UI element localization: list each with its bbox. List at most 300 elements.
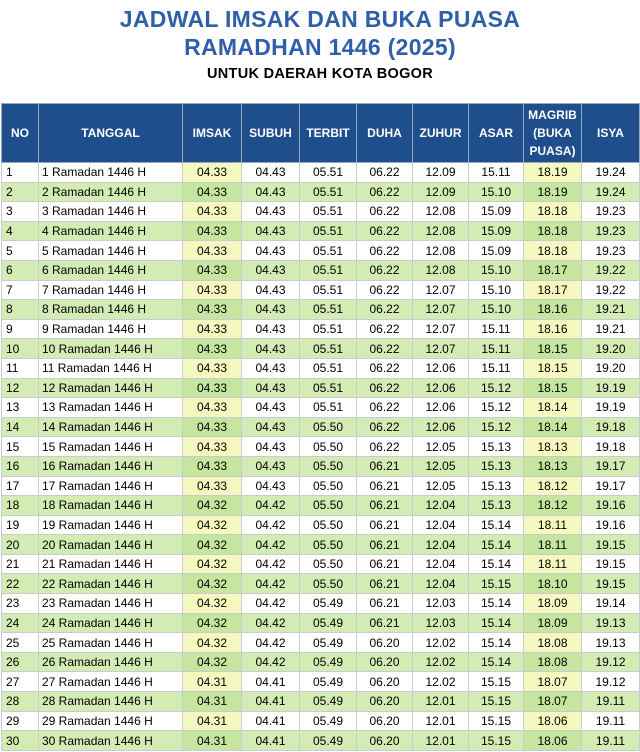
- cell-no: 24: [2, 613, 39, 633]
- cell-duha: 06.20: [357, 633, 413, 653]
- cell-isya: 19.12: [582, 652, 640, 672]
- cell-terbit: 05.49: [300, 594, 357, 614]
- cell-asar: 15.15: [469, 692, 524, 712]
- cell-subuh: 04.43: [242, 280, 300, 300]
- cell-isya: 19.21: [582, 319, 640, 339]
- col-header-zuhur: ZUHUR: [413, 104, 469, 163]
- table-row: [2, 535, 640, 555]
- cell-imsak: 04.33: [183, 280, 242, 300]
- table-row: [2, 613, 640, 633]
- cell-duha: 06.22: [357, 437, 413, 457]
- cell-no: 29: [2, 711, 39, 731]
- cell-tanggal: 17 Ramadan 1446 H: [39, 476, 183, 496]
- cell-isya: 19.21: [582, 300, 640, 320]
- cell-subuh: 04.43: [242, 417, 300, 437]
- table-row: [2, 456, 640, 476]
- table-row: [2, 554, 640, 574]
- cell-magrib: 18.10: [524, 574, 582, 594]
- col-header-terbit: TERBIT: [300, 104, 357, 163]
- cell-tanggal: 6 Ramadan 1446 H: [39, 260, 183, 280]
- cell-terbit: 05.49: [300, 731, 357, 751]
- cell-imsak: 04.32: [183, 652, 242, 672]
- cell-no: 22: [2, 574, 39, 594]
- cell-subuh: 04.43: [242, 260, 300, 280]
- cell-tanggal: 7 Ramadan 1446 H: [39, 280, 183, 300]
- cell-zuhur: 12.02: [413, 652, 469, 672]
- cell-zuhur: 12.02: [413, 633, 469, 653]
- cell-duha: 06.21: [357, 574, 413, 594]
- cell-tanggal: 10 Ramadan 1446 H: [39, 339, 183, 359]
- cell-duha: 06.22: [357, 260, 413, 280]
- cell-no: 30: [2, 731, 39, 751]
- cell-magrib: 18.19: [524, 182, 582, 202]
- cell-no: 7: [2, 280, 39, 300]
- page-title-year: RAMADHAN 1446 (2025): [184, 34, 456, 60]
- cell-terbit: 05.51: [300, 202, 357, 222]
- col-header-magrib: MAGRIB (BUKA PUASA): [524, 104, 582, 163]
- cell-no: 11: [2, 358, 39, 378]
- cell-isya: 19.11: [582, 711, 640, 731]
- cell-tanggal: 18 Ramadan 1446 H: [39, 496, 183, 516]
- table-row: [2, 515, 640, 535]
- cell-no: 25: [2, 633, 39, 653]
- cell-duha: 06.21: [357, 476, 413, 496]
- cell-asar: 15.12: [469, 398, 524, 418]
- cell-isya: 19.18: [582, 417, 640, 437]
- cell-magrib: 18.17: [524, 260, 582, 280]
- cell-zuhur: 12.01: [413, 711, 469, 731]
- cell-tanggal: 15 Ramadan 1446 H: [39, 437, 183, 457]
- cell-imsak: 04.33: [183, 358, 242, 378]
- cell-zuhur: 12.07: [413, 339, 469, 359]
- cell-duha: 06.20: [357, 711, 413, 731]
- cell-zuhur: 12.06: [413, 398, 469, 418]
- cell-zuhur: 12.05: [413, 476, 469, 496]
- cell-asar: 15.11: [469, 358, 524, 378]
- cell-subuh: 04.43: [242, 241, 300, 261]
- cell-no: 5: [2, 241, 39, 261]
- cell-asar: 15.15: [469, 574, 524, 594]
- cell-asar: 15.12: [469, 378, 524, 398]
- schedule-header: [0, 0, 640, 84]
- table-row: [2, 437, 640, 457]
- cell-asar: 15.13: [469, 437, 524, 457]
- cell-zuhur: 12.08: [413, 221, 469, 241]
- cell-duha: 06.21: [357, 456, 413, 476]
- cell-terbit: 05.51: [300, 319, 357, 339]
- cell-isya: 19.19: [582, 378, 640, 398]
- cell-no: 1: [2, 163, 39, 183]
- cell-asar: 15.10: [469, 182, 524, 202]
- cell-imsak: 04.33: [183, 476, 242, 496]
- cell-asar: 15.09: [469, 202, 524, 222]
- cell-asar: 15.11: [469, 163, 524, 183]
- cell-asar: 15.09: [469, 221, 524, 241]
- cell-subuh: 04.43: [242, 221, 300, 241]
- cell-magrib: 18.16: [524, 300, 582, 320]
- cell-tanggal: 29 Ramadan 1446 H: [39, 711, 183, 731]
- cell-isya: 19.22: [582, 280, 640, 300]
- cell-duha: 06.20: [357, 672, 413, 692]
- table-row: [2, 711, 640, 731]
- cell-terbit: 05.51: [300, 378, 357, 398]
- table-row: [2, 594, 640, 614]
- cell-isya: 19.20: [582, 358, 640, 378]
- cell-no: 26: [2, 652, 39, 672]
- cell-asar: 15.13: [469, 496, 524, 516]
- cell-asar: 15.10: [469, 260, 524, 280]
- cell-zuhur: 12.09: [413, 163, 469, 183]
- cell-imsak: 04.31: [183, 692, 242, 712]
- cell-magrib: 18.11: [524, 515, 582, 535]
- cell-imsak: 04.33: [183, 437, 242, 457]
- schedule-table: [1, 103, 640, 751]
- cell-asar: 15.14: [469, 535, 524, 555]
- table-row: [2, 300, 640, 320]
- table-row: [2, 633, 640, 653]
- cell-zuhur: 12.05: [413, 456, 469, 476]
- cell-terbit: 05.51: [300, 339, 357, 359]
- cell-zuhur: 12.01: [413, 731, 469, 751]
- cell-zuhur: 12.07: [413, 280, 469, 300]
- cell-no: 21: [2, 554, 39, 574]
- cell-terbit: 05.51: [300, 280, 357, 300]
- cell-no: 19: [2, 515, 39, 535]
- cell-isya: 19.16: [582, 515, 640, 535]
- cell-subuh: 04.43: [242, 202, 300, 222]
- cell-duha: 06.22: [357, 417, 413, 437]
- cell-asar: 15.15: [469, 731, 524, 751]
- cell-magrib: 18.11: [524, 554, 582, 574]
- cell-imsak: 04.33: [183, 221, 242, 241]
- cell-no: 13: [2, 398, 39, 418]
- table-header-row: [2, 104, 640, 163]
- cell-isya: 19.15: [582, 554, 640, 574]
- cell-isya: 19.11: [582, 731, 640, 751]
- cell-no: 12: [2, 378, 39, 398]
- cell-subuh: 04.43: [242, 358, 300, 378]
- cell-isya: 19.11: [582, 692, 640, 712]
- cell-isya: 19.14: [582, 594, 640, 614]
- table-body: [2, 163, 640, 751]
- col-header-subuh: SUBUH: [242, 104, 300, 163]
- table-row: [2, 182, 640, 202]
- cell-asar: 15.13: [469, 456, 524, 476]
- cell-zuhur: 12.03: [413, 594, 469, 614]
- cell-zuhur: 12.08: [413, 260, 469, 280]
- cell-tanggal: 25 Ramadan 1446 H: [39, 633, 183, 653]
- table-row: [2, 378, 640, 398]
- cell-no: 27: [2, 672, 39, 692]
- cell-isya: 19.16: [582, 496, 640, 516]
- cell-duha: 06.22: [357, 378, 413, 398]
- cell-tanggal: 23 Ramadan 1446 H: [39, 594, 183, 614]
- cell-imsak: 04.31: [183, 672, 242, 692]
- cell-no: 3: [2, 202, 39, 222]
- table-row: [2, 358, 640, 378]
- cell-tanggal: 20 Ramadan 1446 H: [39, 535, 183, 555]
- cell-terbit: 05.51: [300, 260, 357, 280]
- col-header-duha: DUHA: [357, 104, 413, 163]
- cell-magrib: 18.15: [524, 378, 582, 398]
- cell-zuhur: 12.07: [413, 319, 469, 339]
- cell-subuh: 04.42: [242, 574, 300, 594]
- cell-tanggal: 19 Ramadan 1446 H: [39, 515, 183, 535]
- cell-magrib: 18.18: [524, 241, 582, 261]
- table-row: [2, 652, 640, 672]
- cell-terbit: 05.51: [300, 163, 357, 183]
- table-row: [2, 241, 640, 261]
- cell-tanggal: 26 Ramadan 1446 H: [39, 652, 183, 672]
- table-row: [2, 260, 640, 280]
- cell-no: 2: [2, 182, 39, 202]
- cell-tanggal: 24 Ramadan 1446 H: [39, 613, 183, 633]
- cell-magrib: 18.18: [524, 202, 582, 222]
- table-row: [2, 692, 640, 712]
- cell-asar: 15.15: [469, 711, 524, 731]
- cell-asar: 15.14: [469, 554, 524, 574]
- cell-tanggal: 21 Ramadan 1446 H: [39, 554, 183, 574]
- cell-isya: 19.22: [582, 260, 640, 280]
- cell-imsak: 04.32: [183, 613, 242, 633]
- cell-duha: 06.21: [357, 613, 413, 633]
- cell-duha: 06.22: [357, 398, 413, 418]
- cell-subuh: 04.43: [242, 456, 300, 476]
- cell-duha: 06.21: [357, 594, 413, 614]
- cell-zuhur: 12.04: [413, 554, 469, 574]
- table-row: [2, 319, 640, 339]
- cell-imsak: 04.33: [183, 182, 242, 202]
- page-title: JADWAL IMSAK DAN BUKA PUASA: [119, 6, 521, 32]
- cell-terbit: 05.49: [300, 613, 357, 633]
- cell-tanggal: 27 Ramadan 1446 H: [39, 672, 183, 692]
- cell-imsak: 04.33: [183, 163, 242, 183]
- cell-zuhur: 12.02: [413, 672, 469, 692]
- cell-isya: 19.20: [582, 339, 640, 359]
- cell-isya: 19.17: [582, 476, 640, 496]
- cell-no: 28: [2, 692, 39, 712]
- cell-duha: 06.20: [357, 652, 413, 672]
- table-row: [2, 496, 640, 516]
- cell-terbit: 05.50: [300, 515, 357, 535]
- cell-magrib: 18.08: [524, 633, 582, 653]
- cell-duha: 06.21: [357, 535, 413, 555]
- cell-terbit: 05.49: [300, 652, 357, 672]
- cell-isya: 19.24: [582, 182, 640, 202]
- cell-imsak: 04.32: [183, 515, 242, 535]
- cell-tanggal: 22 Ramadan 1446 H: [39, 574, 183, 594]
- cell-magrib: 18.18: [524, 221, 582, 241]
- cell-subuh: 04.43: [242, 398, 300, 418]
- cell-duha: 06.20: [357, 731, 413, 751]
- cell-subuh: 04.42: [242, 496, 300, 516]
- cell-asar: 15.15: [469, 672, 524, 692]
- cell-magrib: 18.06: [524, 731, 582, 751]
- cell-zuhur: 12.04: [413, 574, 469, 594]
- cell-imsak: 04.33: [183, 398, 242, 418]
- cell-isya: 19.13: [582, 613, 640, 633]
- cell-no: 4: [2, 221, 39, 241]
- table-row: [2, 398, 640, 418]
- cell-tanggal: 2 Ramadan 1446 H: [39, 182, 183, 202]
- cell-magrib: 18.17: [524, 280, 582, 300]
- cell-asar: 15.11: [469, 319, 524, 339]
- table-row: [2, 574, 640, 594]
- cell-imsak: 04.33: [183, 417, 242, 437]
- cell-tanggal: 3 Ramadan 1446 H: [39, 202, 183, 222]
- cell-subuh: 04.43: [242, 339, 300, 359]
- cell-subuh: 04.43: [242, 182, 300, 202]
- cell-imsak: 04.33: [183, 202, 242, 222]
- cell-terbit: 05.51: [300, 241, 357, 261]
- cell-zuhur: 12.06: [413, 378, 469, 398]
- cell-asar: 15.14: [469, 652, 524, 672]
- col-header-asar: ASAR: [469, 104, 524, 163]
- cell-imsak: 04.32: [183, 554, 242, 574]
- cell-no: 16: [2, 456, 39, 476]
- cell-tanggal: 1 Ramadan 1446 H: [39, 163, 183, 183]
- cell-isya: 19.19: [582, 398, 640, 418]
- cell-tanggal: 14 Ramadan 1446 H: [39, 417, 183, 437]
- cell-isya: 19.24: [582, 163, 640, 183]
- cell-magrib: 18.06: [524, 711, 582, 731]
- table-row: [2, 417, 640, 437]
- cell-subuh: 04.42: [242, 554, 300, 574]
- cell-tanggal: 12 Ramadan 1446 H: [39, 378, 183, 398]
- cell-magrib: 18.07: [524, 672, 582, 692]
- cell-imsak: 04.31: [183, 711, 242, 731]
- cell-isya: 19.23: [582, 221, 640, 241]
- cell-subuh: 04.42: [242, 515, 300, 535]
- cell-tanggal: 4 Ramadan 1446 H: [39, 221, 183, 241]
- cell-duha: 06.22: [357, 241, 413, 261]
- cell-duha: 06.21: [357, 554, 413, 574]
- cell-subuh: 04.41: [242, 731, 300, 751]
- cell-tanggal: 30 Ramadan 1446 H: [39, 731, 183, 751]
- cell-asar: 15.10: [469, 280, 524, 300]
- cell-no: 23: [2, 594, 39, 614]
- table-row: [2, 731, 640, 751]
- cell-asar: 15.11: [469, 339, 524, 359]
- cell-asar: 15.12: [469, 417, 524, 437]
- cell-imsak: 04.32: [183, 574, 242, 594]
- cell-terbit: 05.50: [300, 456, 357, 476]
- cell-asar: 15.10: [469, 300, 524, 320]
- cell-zuhur: 12.06: [413, 358, 469, 378]
- table-row: [2, 163, 640, 183]
- cell-zuhur: 12.06: [413, 417, 469, 437]
- cell-subuh: 04.41: [242, 711, 300, 731]
- cell-no: 6: [2, 260, 39, 280]
- cell-subuh: 04.43: [242, 378, 300, 398]
- cell-no: 14: [2, 417, 39, 437]
- cell-magrib: 18.11: [524, 535, 582, 555]
- cell-imsak: 04.32: [183, 633, 242, 653]
- cell-zuhur: 12.09: [413, 182, 469, 202]
- cell-isya: 19.23: [582, 241, 640, 261]
- cell-duha: 06.22: [357, 300, 413, 320]
- cell-terbit: 05.49: [300, 692, 357, 712]
- cell-imsak: 04.33: [183, 241, 242, 261]
- cell-no: 18: [2, 496, 39, 516]
- cell-imsak: 04.31: [183, 731, 242, 751]
- col-header-isya: ISYA: [582, 104, 640, 163]
- cell-imsak: 04.32: [183, 594, 242, 614]
- cell-imsak: 04.33: [183, 378, 242, 398]
- cell-asar: 15.13: [469, 476, 524, 496]
- cell-imsak: 04.33: [183, 319, 242, 339]
- cell-terbit: 05.50: [300, 476, 357, 496]
- cell-imsak: 04.32: [183, 535, 242, 555]
- cell-zuhur: 12.01: [413, 692, 469, 712]
- cell-subuh: 04.42: [242, 652, 300, 672]
- table-row: [2, 280, 640, 300]
- cell-terbit: 05.51: [300, 358, 357, 378]
- cell-magrib: 18.12: [524, 476, 582, 496]
- cell-imsak: 04.32: [183, 496, 242, 516]
- cell-tanggal: 13 Ramadan 1446 H: [39, 398, 183, 418]
- cell-zuhur: 12.04: [413, 496, 469, 516]
- cell-subuh: 04.43: [242, 476, 300, 496]
- cell-magrib: 18.09: [524, 613, 582, 633]
- cell-zuhur: 12.04: [413, 515, 469, 535]
- cell-subuh: 04.43: [242, 437, 300, 457]
- cell-terbit: 05.51: [300, 398, 357, 418]
- cell-magrib: 18.13: [524, 437, 582, 457]
- cell-asar: 15.14: [469, 613, 524, 633]
- cell-subuh: 04.42: [242, 633, 300, 653]
- cell-tanggal: 28 Ramadan 1446 H: [39, 692, 183, 712]
- cell-magrib: 18.08: [524, 652, 582, 672]
- cell-terbit: 05.50: [300, 535, 357, 555]
- cell-tanggal: 5 Ramadan 1446 H: [39, 241, 183, 261]
- cell-no: 9: [2, 319, 39, 339]
- cell-zuhur: 12.03: [413, 613, 469, 633]
- cell-duha: 06.22: [357, 182, 413, 202]
- cell-terbit: 05.51: [300, 300, 357, 320]
- cell-isya: 19.17: [582, 456, 640, 476]
- cell-duha: 06.22: [357, 163, 413, 183]
- cell-magrib: 18.13: [524, 456, 582, 476]
- cell-subuh: 04.43: [242, 300, 300, 320]
- cell-terbit: 05.50: [300, 417, 357, 437]
- cell-terbit: 05.51: [300, 182, 357, 202]
- cell-isya: 19.13: [582, 633, 640, 653]
- cell-duha: 06.22: [357, 221, 413, 241]
- cell-duha: 06.21: [357, 515, 413, 535]
- cell-zuhur: 12.07: [413, 300, 469, 320]
- cell-tanggal: 8 Ramadan 1446 H: [39, 300, 183, 320]
- cell-asar: 15.14: [469, 515, 524, 535]
- cell-asar: 15.09: [469, 241, 524, 261]
- cell-magrib: 18.15: [524, 339, 582, 359]
- cell-no: 20: [2, 535, 39, 555]
- cell-magrib: 18.16: [524, 319, 582, 339]
- cell-asar: 15.14: [469, 633, 524, 653]
- cell-isya: 19.12: [582, 672, 640, 692]
- cell-no: 15: [2, 437, 39, 457]
- cell-terbit: 05.49: [300, 672, 357, 692]
- cell-subuh: 04.41: [242, 692, 300, 712]
- cell-magrib: 18.15: [524, 358, 582, 378]
- cell-tanggal: 11 Ramadan 1446 H: [39, 358, 183, 378]
- cell-duha: 06.22: [357, 319, 413, 339]
- table-row: [2, 221, 640, 241]
- cell-magrib: 18.12: [524, 496, 582, 516]
- cell-isya: 19.15: [582, 535, 640, 555]
- cell-magrib: 18.14: [524, 417, 582, 437]
- cell-subuh: 04.43: [242, 163, 300, 183]
